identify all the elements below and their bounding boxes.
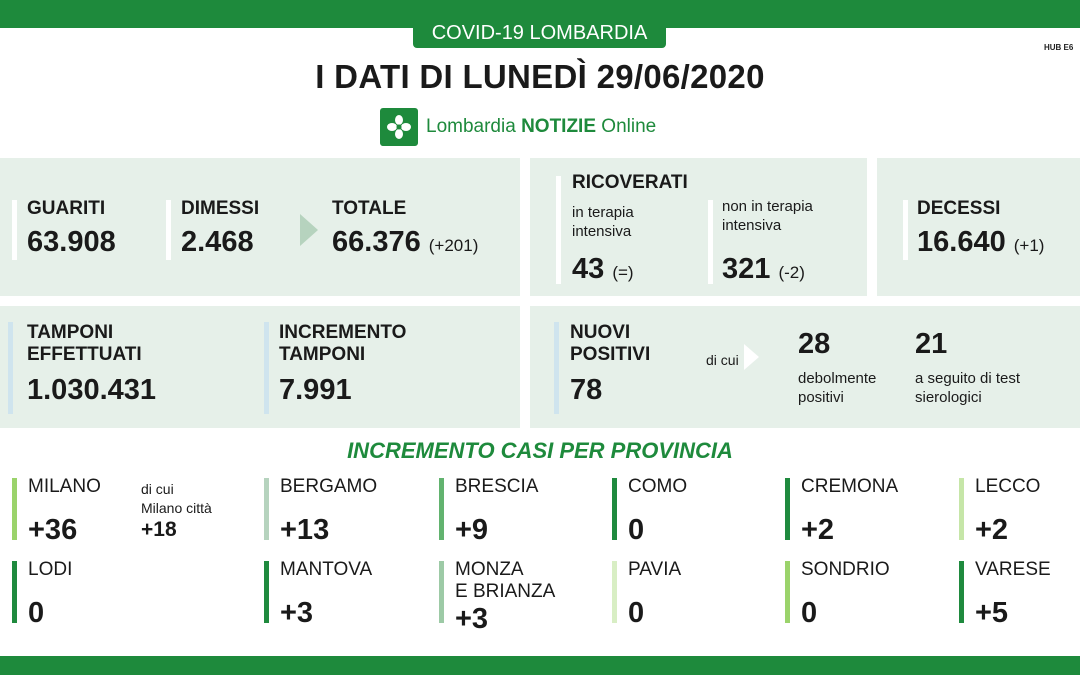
deboli-label: debolmente positivi — [798, 370, 877, 406]
province-accent-bar — [439, 561, 444, 623]
totale-delta: (+201) — [428, 236, 479, 255]
province-value: +9 — [455, 514, 489, 546]
accent-bar — [166, 200, 171, 260]
panel-nuovi-positivi — [530, 306, 1080, 428]
province-value: +5 — [975, 597, 1009, 629]
nuovi-positivi-label: NUOVI POSITIVI — [570, 322, 651, 365]
province-accent-bar — [785, 561, 790, 623]
totale-value: 66.376 (+201) — [332, 226, 479, 258]
province-value: +3 — [280, 597, 314, 629]
province-name: BERGAMO — [280, 476, 378, 497]
province-accent-bar — [12, 478, 17, 540]
province-name: MILANO — [28, 476, 101, 497]
province-value: 0 — [628, 597, 645, 629]
province-value: 0 — [28, 597, 45, 629]
province-bergamo — [264, 476, 424, 544]
accent-bar — [12, 200, 17, 260]
province-mantova — [264, 559, 424, 627]
incremento-tamponi-label: INCREMENTO TAMPONI — [279, 322, 407, 365]
province-lecco — [959, 476, 1080, 544]
province-varese — [959, 559, 1080, 627]
province-name: VARESE — [975, 559, 1051, 580]
accent-bar — [556, 176, 561, 284]
province-accent-bar — [785, 478, 790, 540]
province-como — [612, 476, 772, 544]
province-accent-bar — [959, 478, 964, 540]
province-accent-bar — [959, 561, 964, 623]
dimessi-value: 2.468 — [181, 226, 254, 258]
panel-decessi — [877, 158, 1080, 296]
di-cui-label: di cui — [706, 352, 739, 368]
province-accent-bar — [264, 478, 269, 540]
accent-bar — [554, 322, 559, 414]
tamponi-value: 1.030.431 — [27, 374, 157, 406]
dimessi-label: DIMESSI — [181, 198, 260, 219]
non-ti-value: 321 (-2) — [722, 253, 805, 285]
ricoverati-label: RICOVERATI — [572, 172, 688, 193]
province-value: +2 — [801, 514, 835, 546]
page-title: I DATI DI LUNEDÌ 29/06/2020 — [315, 58, 765, 95]
province-name: CREMONA — [801, 476, 899, 497]
tamponi-label: TAMPONI EFFETTUATI — [27, 322, 142, 365]
arrow-right-icon — [300, 214, 318, 246]
province-value: +13 — [280, 514, 330, 546]
province-lodi — [12, 559, 172, 627]
province-value: 0 — [801, 597, 818, 629]
milano-citta-label: di cui Milano città — [141, 481, 212, 516]
province-name: LODI — [28, 559, 73, 580]
province-name: PAVIA — [628, 559, 682, 580]
decessi-value: 16.640 (+1) — [917, 226, 1045, 258]
header-tag: COVID-19 LOMBARDIA — [413, 18, 666, 48]
province-brescia — [439, 476, 599, 544]
ti-label: in terapia intensiva — [572, 204, 634, 240]
sierologici-value: 21 — [915, 328, 948, 360]
lombardia-notizie-logo — [380, 108, 656, 146]
province-name: COMO — [628, 476, 688, 497]
province-accent-bar — [439, 478, 444, 540]
totale-label: TOTALE — [332, 198, 407, 219]
sierologici-label: a seguito di test sierologici — [915, 370, 1021, 406]
province-accent-bar — [12, 561, 17, 623]
nuovi-positivi-value: 78 — [570, 374, 603, 406]
province-name: SONDRIO — [801, 559, 890, 580]
panel-guariti — [0, 158, 520, 296]
province-value: +2 — [975, 514, 1009, 546]
deboli-value: 28 — [798, 328, 831, 360]
cross-flower-icon — [380, 108, 418, 146]
province-name: MANTOVA — [280, 559, 373, 580]
guariti-value: 63.908 — [27, 226, 116, 258]
hub-label: HUB E6 — [1044, 43, 1074, 52]
province-name: LECCO — [975, 476, 1041, 497]
province-accent-bar — [264, 561, 269, 623]
province-cremona — [785, 476, 945, 544]
province-name: MONZA E BRIANZA — [455, 559, 556, 602]
milano-citta-value: +18 — [141, 518, 177, 541]
province-accent-bar — [612, 561, 617, 623]
province-name: BRESCIA — [455, 476, 539, 497]
provinces-title: INCREMENTO CASI PER PROVINCIA — [347, 438, 733, 463]
guariti-label: GUARITI — [27, 198, 106, 219]
arrow-right-icon — [744, 344, 759, 370]
province-value: +36 — [28, 514, 78, 546]
accent-bar — [264, 322, 269, 414]
province-value: +3 — [455, 603, 489, 635]
province-value: 0 — [628, 514, 645, 546]
province-accent-bar — [612, 478, 617, 540]
province-monza — [439, 559, 599, 635]
province-sondrio — [785, 559, 945, 627]
incremento-tamponi-value: 7.991 — [279, 374, 352, 406]
bottom-banner — [0, 656, 1080, 675]
logo-text: Lombardia NOTIZIE Online — [426, 116, 657, 137]
accent-bar — [903, 200, 908, 260]
decessi-label: DECESSI — [917, 198, 1001, 219]
non-ti-label: non in terapia intensiva — [722, 198, 813, 234]
accent-bar — [8, 322, 13, 414]
accent-bar — [708, 200, 713, 284]
ti-value: 43 (=) — [572, 253, 634, 285]
panel-tamponi — [0, 306, 520, 428]
panel-ricoverati — [530, 158, 867, 296]
province-pavia — [612, 559, 772, 627]
